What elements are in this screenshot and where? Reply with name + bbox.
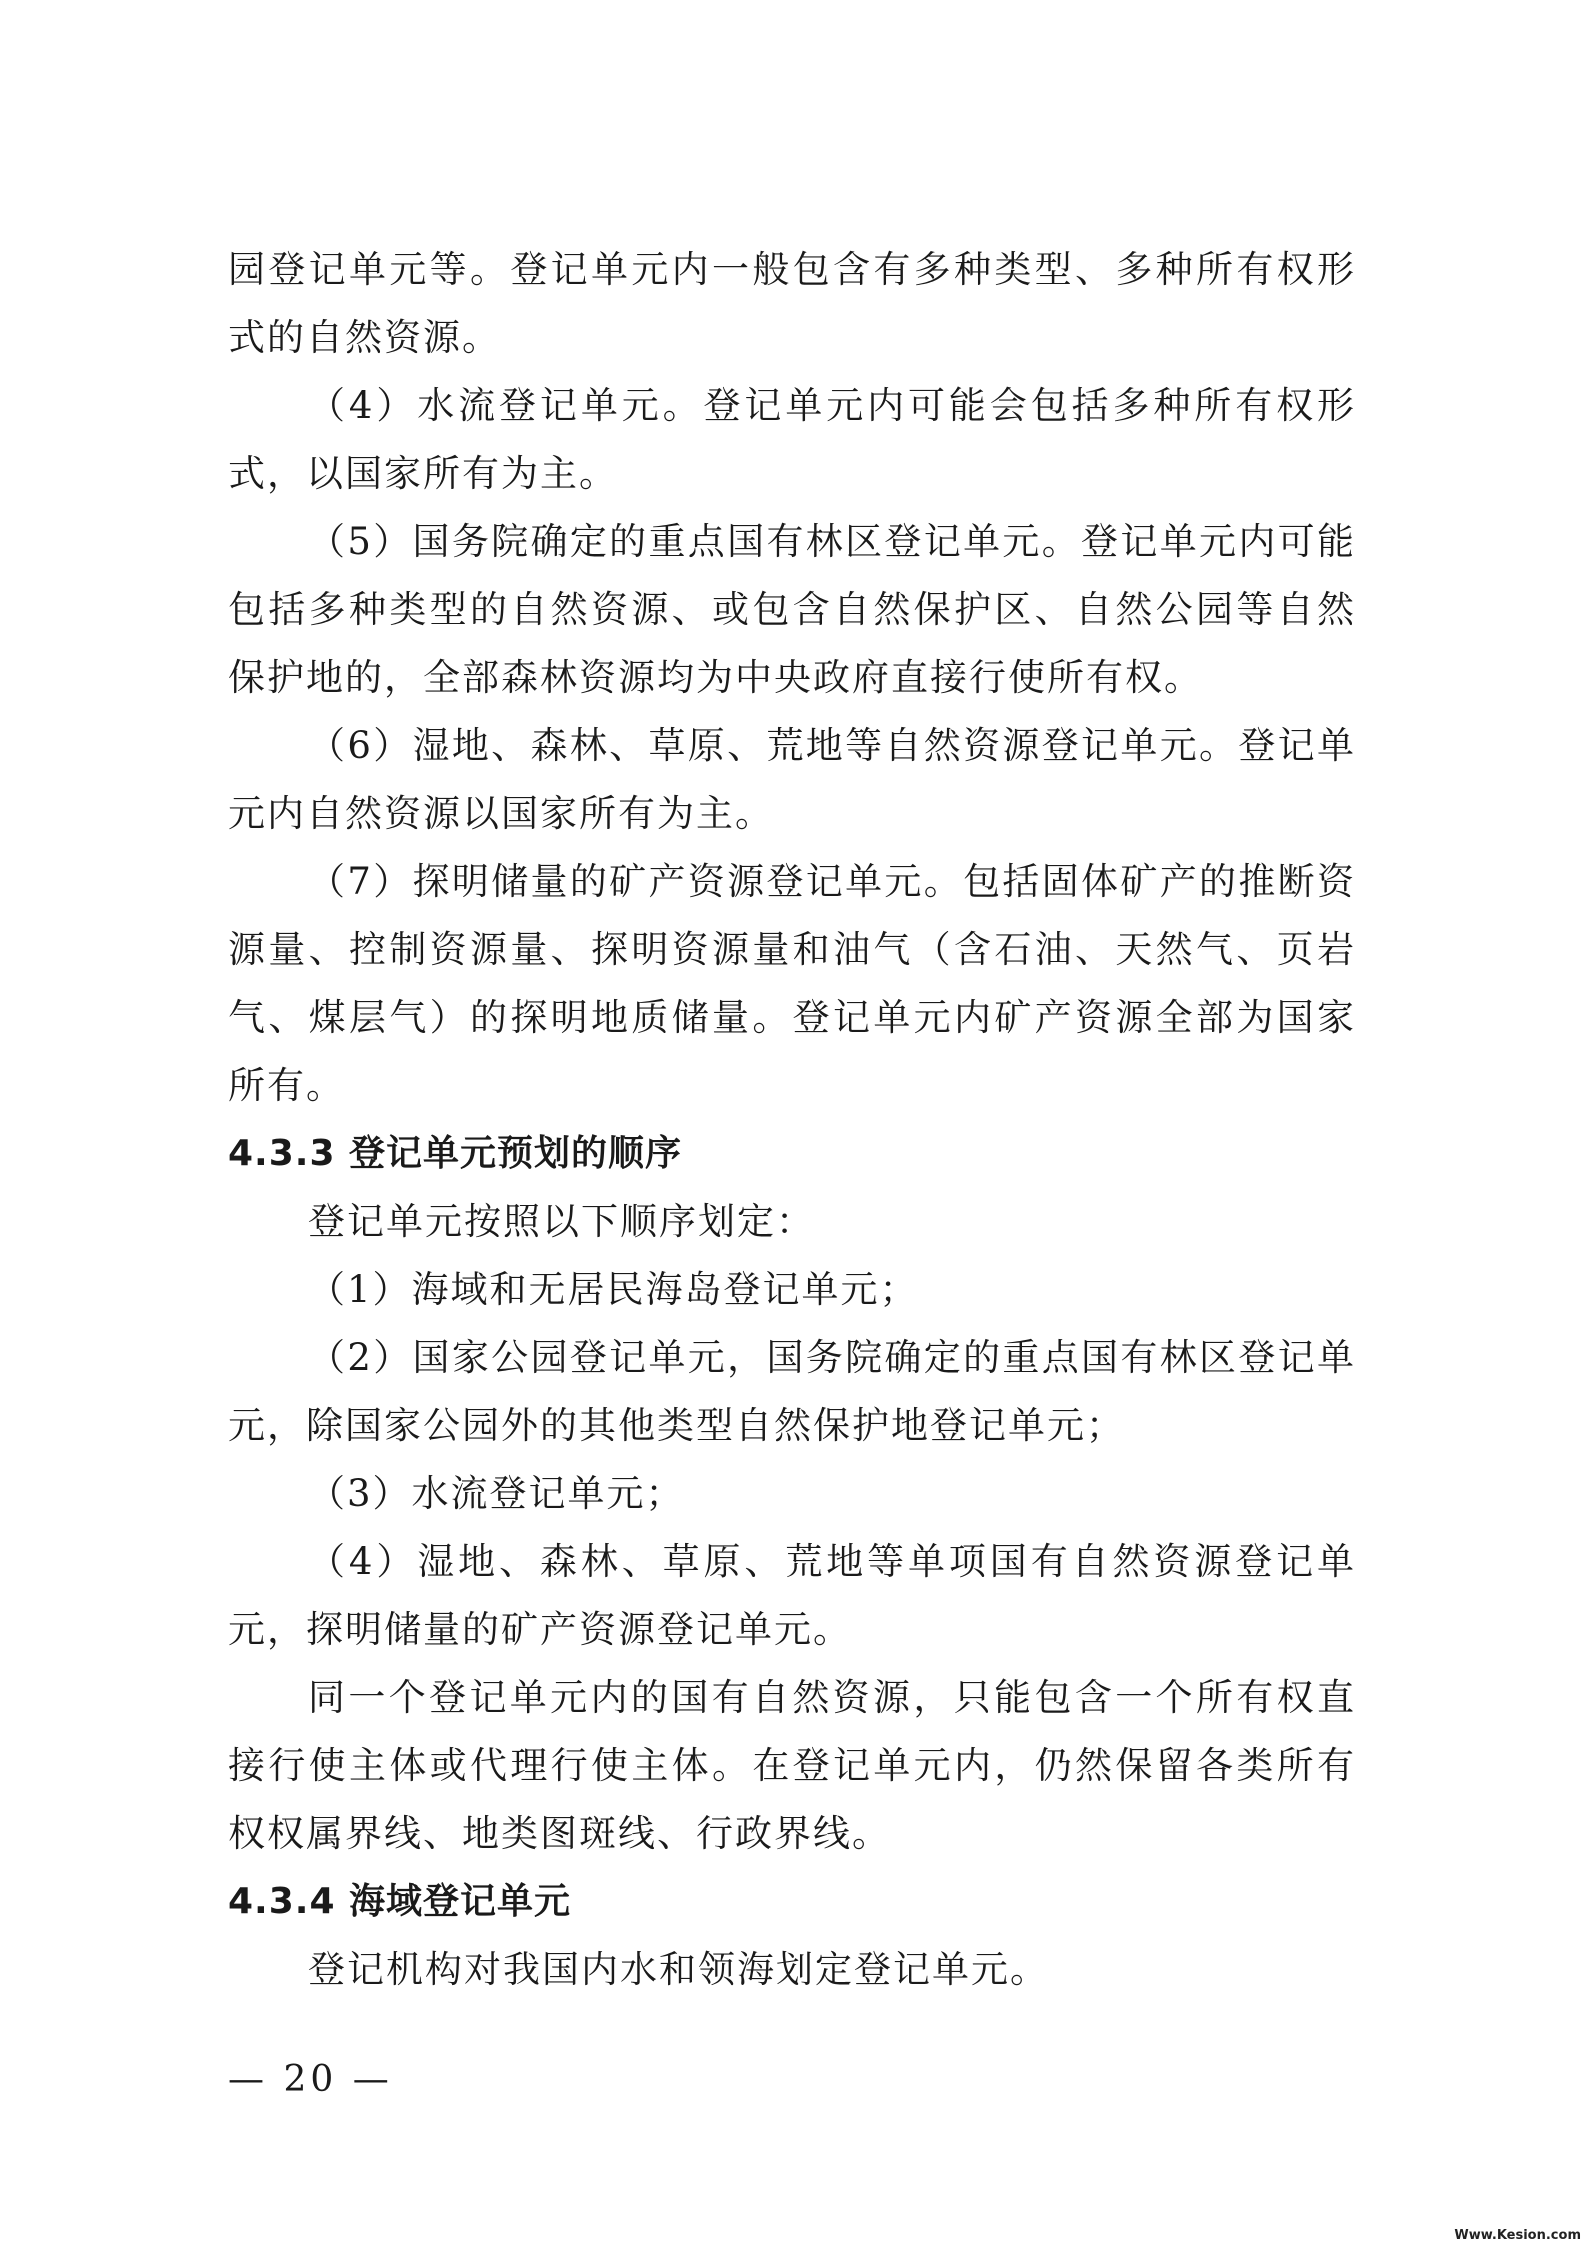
paragraph: 登记单元按照以下顺序划定： bbox=[308, 1200, 815, 1243]
paragraph: 园登记单元等。登记单元内一般包含有多种类型、多种所有权形式的自然资源。 bbox=[228, 248, 1356, 359]
watermark: Www.Kesion.com bbox=[1454, 2228, 1581, 2243]
paragraph: （4）水流登记单元。登记单元内可能会包括多种所有权形式，以国家所有为主。 bbox=[228, 384, 1356, 495]
paragraph: （5）国务院确定的重点国有林区登记单元。登记单元内可能包括多种类型的自然资源、或包含自然保护区、自然公园等自然保护地的，全部森林资源均为中央政府直接行使所有权。 bbox=[228, 520, 1356, 699]
section-heading: 4.3.4 海域登记单元 bbox=[228, 1881, 572, 1922]
paragraph: （4）湿地、森林、草原、荒地等单项国有自然资源登记单元，探明储量的矿产资源登记单元。 bbox=[228, 1540, 1356, 1651]
paragraph: （3）水流登记单元； bbox=[308, 1472, 685, 1515]
paragraph: 登记机构对我国内水和领海划定登记单元。 bbox=[308, 1948, 1049, 1991]
paragraph: （2）国家公园登记单元，国务院确定的重点国有林区登记单元，除国家公园外的其他类型自然保护地登记单元； bbox=[228, 1336, 1356, 1447]
document-body bbox=[228, 236, 1356, 2004]
paragraph: 同一个登记单元内的国有自然资源，只能包含一个所有权直接行使主体或代理行使主体。在登记单元内，仍然保留各类所有权权属界线、地类图斑线、行政界线。 bbox=[228, 1676, 1356, 1855]
section-heading: 4.3.3 登记单元预划的顺序 bbox=[228, 1133, 683, 1174]
page-number: — 20 — bbox=[228, 2059, 393, 2100]
paragraph: （1）海域和无居民海岛登记单元； bbox=[308, 1268, 919, 1311]
paragraph: （7）探明储量的矿产资源登记单元。包括固体矿产的推断资源量、控制资源量、探明资源量和油气（含石油、天然气、页岩气、煤层气）的探明地质储量。登记单元内矿产资源全部为国家所有。 bbox=[228, 860, 1356, 1107]
paragraph: （6）湿地、森林、草原、荒地等自然资源登记单元。登记单元内自然资源以国家所有为主。 bbox=[228, 724, 1356, 835]
